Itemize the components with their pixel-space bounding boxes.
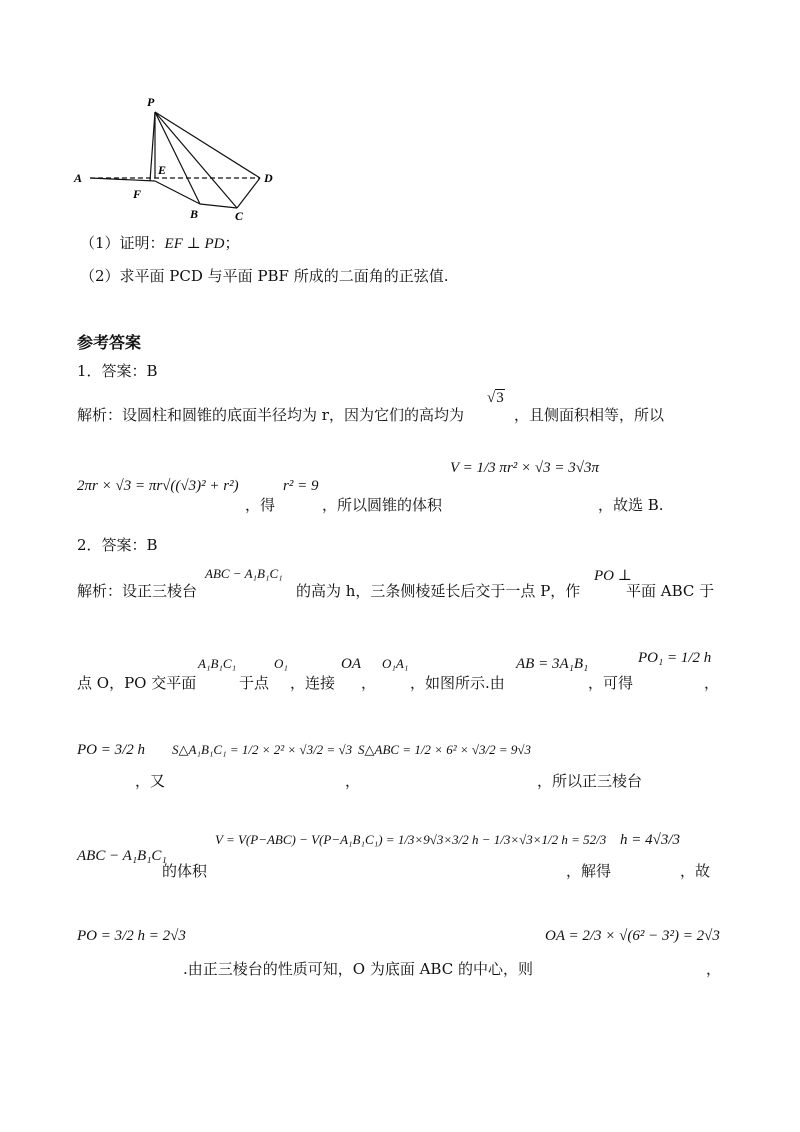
label-A: A	[74, 171, 83, 185]
frustum-name-2: ABC − A₁B₁C₁	[77, 848, 167, 864]
eq-oa: OA = 2/3 × √(6² − 3²) = 2√3	[545, 928, 720, 944]
answer-2-line1c: 平面 ABC 于	[626, 582, 715, 600]
plane-a1b1c1: A₁B₁C₁	[198, 656, 237, 671]
answer-1-line1: 解析：设圆柱和圆锥的底面半径均为 r，因为它们的高均为	[77, 406, 464, 424]
answer-2-line1a: 解析：设正三棱台	[77, 582, 198, 600]
answer-2-line2d: ，	[361, 674, 377, 692]
text-cone-volume: ，所以圆锥的体积	[322, 496, 443, 514]
eq-lateral-area: 2πr × √3 = πr√((√3)² + r²)	[77, 478, 239, 494]
question-1: （1）证明：EF ⊥ PD；	[80, 234, 240, 252]
eq-frustum-volume: V = V(P−ABC) − V(P−A₁B₁C₁) = 1/3×9√3×3/2 h − 1/3×√3×1/2 h = 52/3	[215, 832, 607, 847]
answer-2-line3c: ，所以正三棱台	[537, 772, 643, 790]
answer-2-line2e: ，如图所示.由	[410, 674, 505, 692]
segment-o1a1: O₁A₁	[382, 656, 409, 671]
eq-cone-volume: V = 1/3 πr² × √3 = 3√3π	[450, 460, 600, 476]
answer-1-head: 1．答案：B	[77, 362, 158, 380]
answer-2-line2c: ，连接	[290, 674, 336, 692]
edge-PF	[150, 112, 155, 181]
question-2: （2）求平面 PCD 与平面 PBF 所成的二面角的正弦值.	[80, 267, 449, 285]
eq-h: h = 4√3/3	[620, 832, 681, 848]
label-F: F	[133, 187, 142, 201]
label-D: D	[264, 171, 273, 185]
po-perp: PO ⊥	[594, 568, 632, 584]
edge-CD	[237, 178, 260, 208]
label-E: E	[158, 163, 167, 177]
text-choose-b: ，故选 B.	[598, 496, 664, 514]
answer-2-line2g: ，	[704, 674, 720, 692]
label-C: C	[235, 209, 244, 223]
eq-ab: AB = 3A₁B₁	[516, 656, 589, 672]
answer-2-line5b: ，	[706, 960, 722, 978]
label-B: B	[190, 207, 199, 221]
answer-2-line3b: ，	[345, 772, 361, 790]
answer-2-line4d: ，故	[680, 862, 711, 880]
answer-2-line2a: 点 O，PO 交平面	[77, 674, 197, 692]
answers-heading: 参考答案	[77, 333, 142, 352]
answer-1-line1-end: ，且侧面积相等，所以	[514, 406, 665, 424]
edge-BC	[200, 204, 237, 208]
segment-oa: OA	[341, 656, 361, 672]
answer-2-head: 2．答案：B	[77, 536, 158, 554]
eq-po1: PO₁ = 1/2 h	[638, 650, 712, 666]
pyramid-figure	[60, 90, 300, 230]
edge-PC	[155, 112, 237, 208]
answer-2-line5a: .由正三棱台的性质可知，O 为底面 ABC 的中心，则	[183, 960, 533, 978]
answer-2-line3a: ，又	[135, 772, 166, 790]
eq-po-value: PO = 3/2 h = 2√3	[77, 928, 186, 944]
eq-area-top: S△A₁B₁C₁ = 1/2 × 2² × √3/2 = √3	[172, 742, 353, 757]
frustum-name: ABC − A₁B₁C₁	[205, 566, 283, 581]
answer-2-line4c: ，解得	[566, 862, 612, 880]
label-P: P	[147, 95, 155, 109]
answer-2-line4b: 的体积	[162, 862, 208, 880]
answer-2-line2f: ，可得	[588, 674, 634, 692]
sqrt-3: √3	[487, 390, 504, 406]
eq-po: PO = 3/2 h	[77, 742, 146, 758]
answer-2-line1b: 的高为 h，三条侧棱延长后交于一点 P，作	[296, 582, 581, 600]
text-de: ，得	[245, 496, 276, 514]
edge-FB	[155, 181, 200, 204]
point-o1: O₁	[274, 656, 288, 671]
eq-area-bottom: S△ABC = 1/2 × 6² × √3/2 = 9√3	[358, 742, 532, 757]
eq-r-square: r² = 9	[283, 478, 319, 494]
answer-2-line2b: 于点	[239, 674, 270, 692]
